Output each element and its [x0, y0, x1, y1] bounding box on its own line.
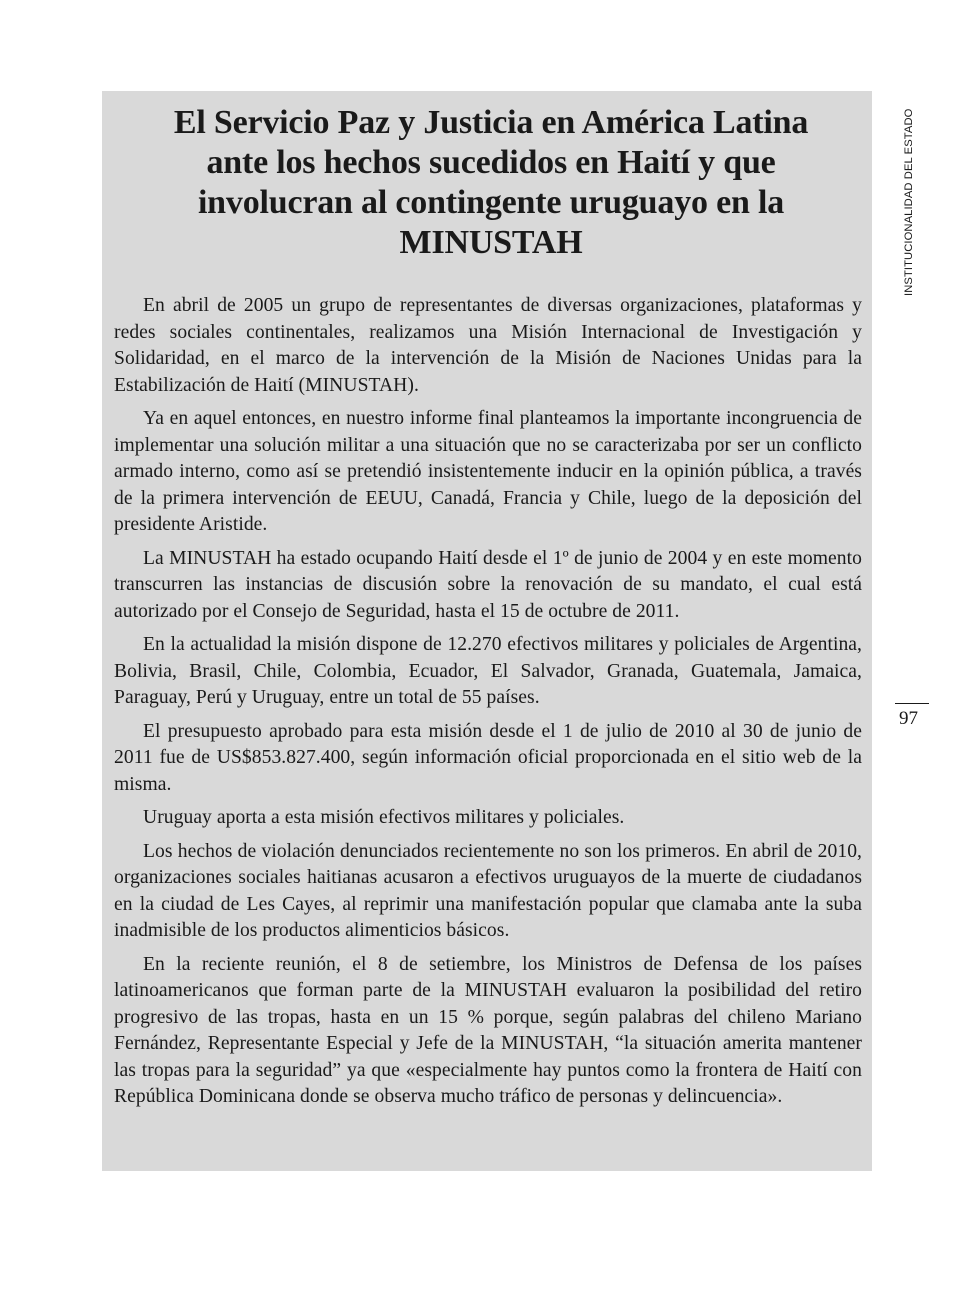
paragraph: La MINUSTAH ha estado ocupando Haití desde el 1º de junio de 2004 y en este momento transcurren las instancias de discusión sobre la renovación de su mandato, el cual está autorizado por el Consejo de Seguridad, hasta el 15 de octubre de 2011.: [114, 547, 862, 622]
article-box: [102, 91, 872, 1171]
paragraph: El presupuesto aprobado para esta misión desde el 1 de julio de 2010 al 30 de junio de 2011 fue de US$853.827.400, según información oficial proporcionada en el sitio web de la misma.: [114, 720, 862, 795]
paragraph: En la reciente reunión, el 8 de setiembre, los Ministros de Defensa de los países latinoamericanos que forman parte de la MINUSTAH evaluaron la posibilidad del retiro progresivo de las tropas, hasta en un 15 % porque, según palabras del chileno Mariano Fernández, Representante Especial y Jefe de la MINUSTAH, “la situación amerita mantener las tropas para la seguridad” ya que «especialmente hay puntos como la frontera de Haití con República Dominicana donde se observa mucho tráfico de personas y delincuencia».: [114, 953, 862, 1107]
paragraph: Uruguay aporta a esta misión efectivos militares y policiales.: [143, 807, 625, 828]
paragraph: Ya en aquel entonces, en nuestro informe final planteamos la importante incongruencia de implementar una solución militar a una situación que no se caracterizaba por ser un conflicto armado interno, como así se pretendió insistentemente inducir en la opinión pública, a través de la primera intervención de EEUU, Canadá, Francia y Chile, luego de la deposición del presidente Aristide.: [114, 408, 862, 535]
article-title: El Servicio Paz y Justicia en América Latina ante los hechos sucedidos en Haití y que involucran al contingente uruguayo en la MINUSTAH: [173, 104, 809, 261]
paragraph: Los hechos de violación denunciados recientemente no son los primeros. En abril de 2010, organizaciones sociales haitianas acusaron a efectivos uruguayos de la muerte de ciudadanos en la ciudad de Les Cayes, al reprimir una manifestación popular que clamaba ante la suba inadmisible de los productos alimenticios básicos.: [114, 840, 862, 941]
paragraph: En la actualidad la misión dispone de 12.270 efectivos militares y policiales de Argentina, Bolivia, Brasil, Chile, Colombia, Ecuador, El Salvador, Granada, Guatemala, Jamaica, Paraguay, Perú y Uruguay, entre un total de 55 países.: [114, 634, 862, 708]
section-side-label: INSTITUCIONALIDAD DEL ESTADO: [903, 108, 915, 296]
paragraph: En abril de 2005 un grupo de representantes de diversas organizaciones, plataformas y redes sociales continentales, realizamos una Misión Internacional de Investigación y Solidaridad, en el marco de la intervención de la Misión de Naciones Unidas para la Estabilización de Haití (MINUSTAH).: [114, 295, 862, 396]
page-number: 97: [899, 708, 918, 729]
page-number-rule: [895, 703, 929, 704]
article-body: [114, 293, 862, 1111]
